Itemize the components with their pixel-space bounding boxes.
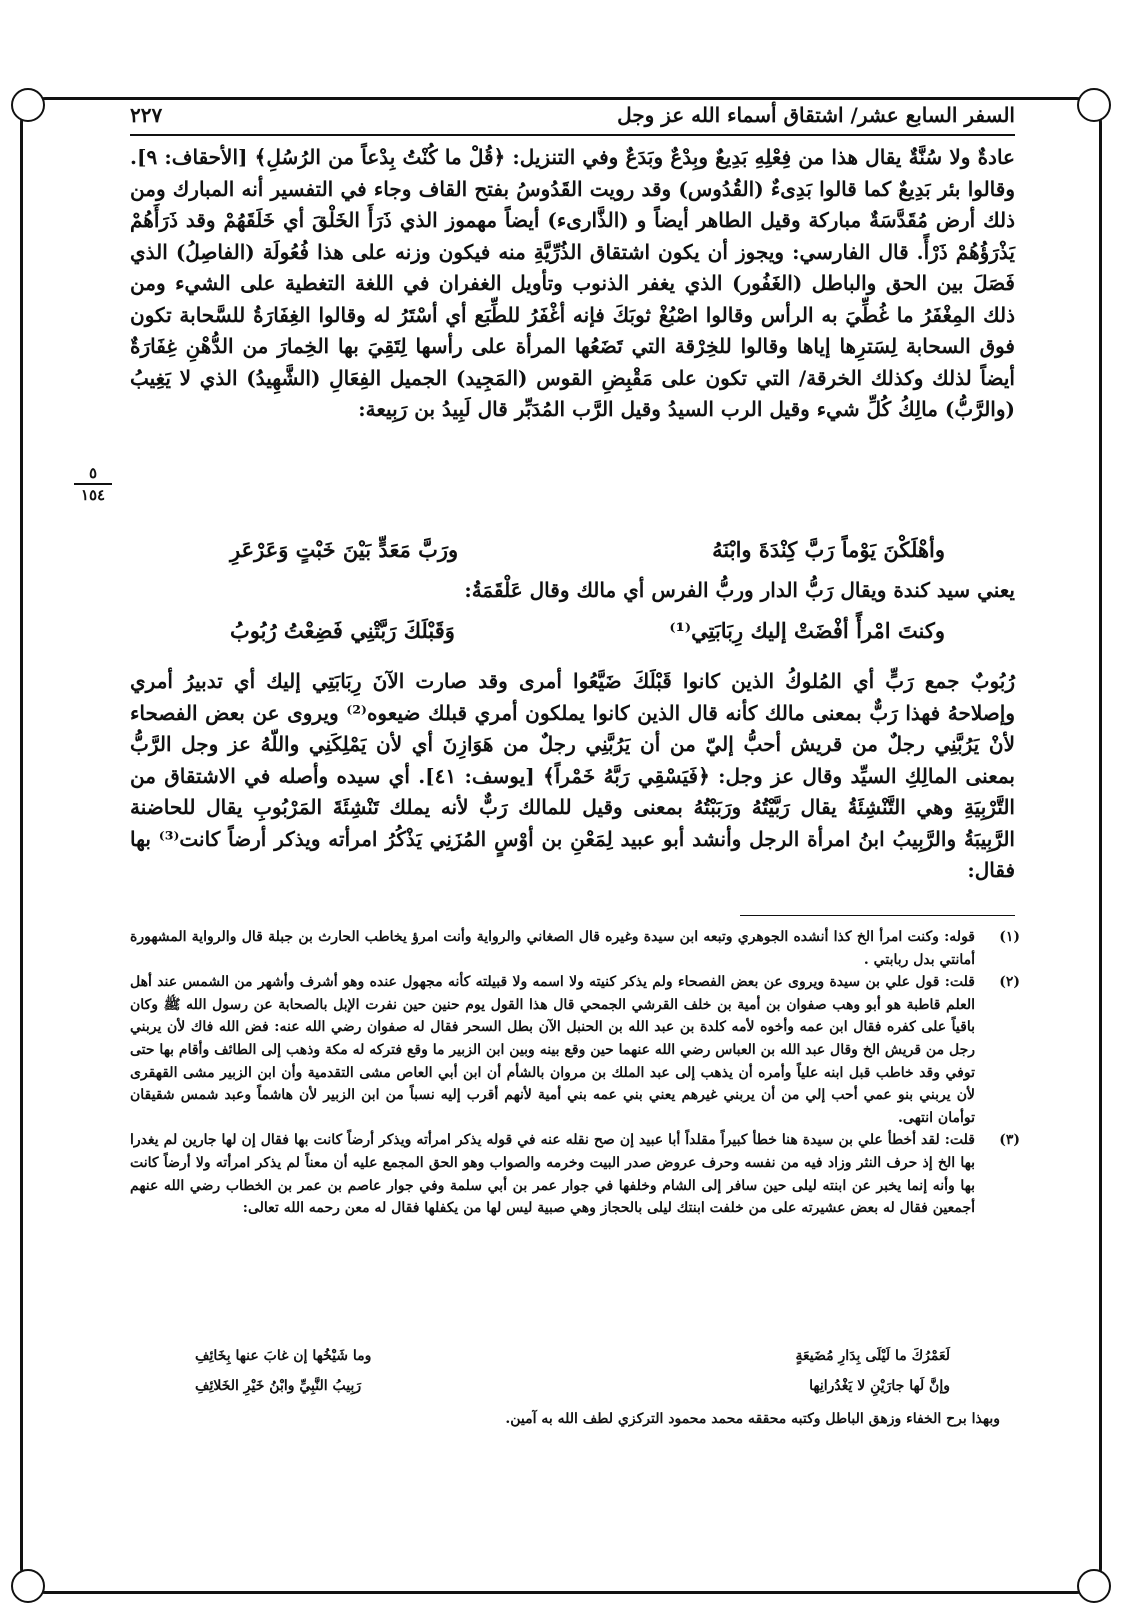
verse-first-hemistich: وإنَّ لَها جارَيْنِ لا يَغْدُرانِها bbox=[809, 1378, 950, 1394]
mid-paragraph: يعني سيد كندة ويقال رَبُّ الدار وربُّ الفرس أي مالك وقال عَلْقَمَةُ: bbox=[464, 578, 1015, 602]
header-divider bbox=[130, 134, 1015, 136]
poetry-verse bbox=[130, 537, 1015, 571]
marginal-divider bbox=[74, 483, 112, 485]
footnote bbox=[130, 1129, 1020, 1219]
footnotes bbox=[130, 926, 1020, 1220]
verse-first-hemistich: وأهْلَكْنَ يَوْماً رَبَّ كِنْدَةَ وابْنَهُ bbox=[712, 537, 945, 562]
verse-second-hemistich: ورَبَّ مَعَدٍّ بَيْنَ خَبْتٍ وَعَرْعَرِ bbox=[230, 537, 459, 562]
mid-text-block bbox=[130, 575, 1015, 607]
main-text-block bbox=[130, 142, 1015, 426]
main-paragraph: عادةٌ ولا سُنَّةٌ يقال هذا من فِعْلِهِ بَدِيعٌ وبِدْعٌ وبَدَعٌ وفي التنزيل: ﴿قُلْ ما كُنْتُ بِدْعاً من الرُسُلِ﴾ [الأحقاف: ٩]. وقالوا بئر بَدِيعٌ كما قالوا بَدِىءٌ (القُدُوس) وقد رويت القَدُوسُ بفتح القاف وجاء في التفسير أنه المبارك ومن ذلك أرض مُقَدَّسَةٌ مباركة وقيل الطاهر أيضاً و (الذَّارىء) أيضاً مهموز الذي ذَرَأَ الخَلْقَ أي خَلَقَهُمْ وقد ذَرَأَهُمْ يَذْرَؤُهُمْ ذَرْأً. قال الفارسي: ويجوز أن يكون اشتقاق الذُرِّيَّةِ منه فيكون وزنه على هذا فُعُولَة (الفاصِلُ) الذي فَصَلَ بين الحق والباطل (الغَفُور) الذي يغفر الذنوب وتأويل الغفران في اللغة التغطية على الشيء ومن ذلك المِغْفَرُ ما غُطِّيَ به الرأس وقالوا اصْبُغْ ثوبَكَ فإنه أغْفَرُ للطِّبَع أي أسْتَرُ له وقالوا الغِفَارَةُ للسَّحابة تكون فوق السحابة لِسَترِها إياها وقالوا للخِرْقة التي تَضَعُها المرأة على رأسها لِتَقِيَ بها الخِمارَ من الدُّهْنِ غِفَارَةٌ أيضاً لذلك وكذلك الخرقة/ التي تكون على مَقْبِضِ القوس (المَجِيد) الجميل الفِعَالِ (الشَّهِيدُ) الذي لا يَغِيبُ (والرَّبُّ) مالِكُ كُلِّ شيء وقيل الرب السيدُ وقيل الرَّب المُدَبِّر قال لَبِيدُ بن رَبِيعة: bbox=[130, 145, 1015, 421]
poetry-verse bbox=[130, 618, 1015, 652]
verse-first-hemistich: وكنتَ امْرأً أفْضَتْ إليك رِبَابَتِي⁽¹⁾ bbox=[669, 618, 945, 643]
footnote-number: (٣) bbox=[999, 1132, 1020, 1149]
marginal-page-reference bbox=[68, 464, 118, 504]
footnote-separator bbox=[740, 915, 1015, 916]
frame-corner-ornament bbox=[1077, 1569, 1111, 1603]
second-paragraph: رُبُوبٌ جمع رَبٍّ أي المُلوكُ الذين كانوا قَبْلَكَ ضَيَّعُوا أمرى وقد صارت الآنَ رِبَابَتِي إليك أي تدبيرُ أمري وإصلاحهُ فهذا رَبٌّ بمعنى مالك كأنه قال الذين كانوا يملكون أمري قبلك ضيعوه⁽²⁾ ويروى عن بعض الفصحاء لأنْ يَرُبَّنِي رجلٌ من قريش أحبُّ إليّ من أن يَرُبَّنِي رجلٌ من هَوَازِنَ أي لأن يَمْلِكَنِي واللّهُ عز وجل الرَّبُّ بمعنى المالِكِ السيِّد وقال عز وجل: ﴿فَيَسْقِي رَبَّهُ خَمْراً﴾ [يوسف: ٤١]. أي سيده وأصله في الاشتقاق من التَّرْبِيَةِ وهي التَّنْشِئَةُ يقال رَبَّيْتُهُ ورَبَبْتُهُ بمعنى وقيل للمالك رَبٌّ لأنه يملك تَنْشِئَةَ المَرْبُوبِ يقال للحاضنة الرَّبِيبَةُ والرَّبِيبُ ابنُ امرأة الرجل وأنشد أبو عبيد لِمَعْنِ بن أوْسٍ المُزَنِي يَذْكُرُ امرأته ويذكر أرضاً كانت⁽³⁾ بها فقال: bbox=[130, 669, 1015, 882]
running-header bbox=[130, 103, 1015, 133]
marginal-volume: ٥ bbox=[88, 464, 98, 482]
footnote-verse bbox=[175, 1378, 975, 1400]
frame-corner-ornament bbox=[11, 1569, 45, 1603]
closing-note: وبهذا برح الخفاء وزهق الباطل وكتبه محققه محمد محمود التركزي لطف الله به آمين. bbox=[505, 1411, 1000, 1427]
footnote-verse bbox=[175, 1348, 975, 1370]
frame-corner-ornament bbox=[1077, 88, 1111, 122]
verse-first-hemistich: لَعَمْرُكَ ما لَيْلَى بِدَارِ مُضَيعَةٍ bbox=[795, 1348, 950, 1364]
footnote-number: (١) bbox=[999, 929, 1020, 945]
header-title: السفر السابع عشر/ اشتقاق أسماء الله عز وجل bbox=[617, 103, 1015, 127]
footnote bbox=[130, 971, 1020, 1129]
footnote-text: قلت: لقد أخطأ علي بن سيدة هنا خطأ كبيراً مقلداً أبا عبيد إن صح نقله عنه في قوله يذكر امرأته ويذكر أرضاً كانت بها فقال إن لها جارين لم يغدرا بها الخ إذ حرف النثر وزاد فيه من نفسه وحرف عروض صدر البيت وخرمه والصواب وهو الحق المجمع عليه أن معناً لم يذكر امرأته ولا أرضاً كانت بها وأنه إنما يخبر عن ابنته ليلى حين سافر إلى الشام وخلفها في جوار عمر بن أبي سلمة وفي جوار عاصم بن عمر بن الخطاب رضي الله عنهم أجمعين فقال له بعض عشيرته على من خلفت ابنتك ليلى بالحجاز وهي صبية ليس لها من يكفلها فقال له معن رحمه الله تعالى: bbox=[130, 1132, 975, 1217]
footnote-text: قوله: وكنت امرأ الخ كذا أنشده الجوهري وتبعه ابن سيدة وغيره قال الصغاني والرواية وأنت امرؤ يخاطب الحارث بن جبلة قال والرواية المشهورة أمانتي بدل ربابتي . bbox=[130, 929, 975, 968]
footnote bbox=[130, 926, 1020, 971]
footnote-text: قلت: قول علي بن سيدة ويروى عن بعض الفصحاء ولم يذكر كنيته ولا اسمه ولا قبيلته كأنه مجهول عنده وهو أشرف وأشهر من الشمس عند أهل العلم قاطبة هو أبو وهب صفوان بن أمية بن خلف القرشي الجمحي قال هذا القول يوم حنين حين نفرت الإبل بالصحابة عن رسول الله ﷺ وكان باقياً على كفره فقال ابن عمه وأخوه لأمه كلدة بن عبد الله بن الحنبل الآن بطل السحر فقال له صفوان رضي الله عنه: فض الله فاك لأن يربني رجل من قريش الخ وقال عبد الله بن العباس رضي الله عنهما حين وقع بينه وبين ابن الزبير ما وقع فتركه له مكة وذهب إلى الطائف وأقام بها حتى توفي وقد خاطب قبل ابنه علياً وأمره أن يذهب إلى عبد الملك بن مروان بالشأم أن ابن أبي العاص مشى التقدمية وأن ابن الزبير مشى القهقرى لأن يربني بنو عمي أحب إلي من أن يربني غيرهم يعني بني عمه بني أمية لأنهم أقرب إليه نسباً من ابن الزبير لأن هاشماً وعبد شمس شقيقان توأمان انتهى. bbox=[130, 974, 975, 1126]
verse-second-hemistich: وَقَبْلَكَ رَبَّتْنِي فَضِعْتُ رُبُوبُ bbox=[230, 618, 455, 643]
footnote-number: (٢) bbox=[999, 974, 1020, 991]
second-text-block bbox=[130, 666, 1015, 887]
frame-corner-ornament bbox=[11, 88, 45, 122]
page-number: ٢٢٧ bbox=[130, 103, 163, 127]
verse-second-hemistich: وما شَيْخُها إن غابَ عنها بِخَائِفِ bbox=[195, 1348, 372, 1364]
verse-second-hemistich: رَبِيبُ النَّبِيِّ وابْنُ خَيْرِ الخَلائِفِ bbox=[195, 1378, 362, 1394]
marginal-page: ١٥٤ bbox=[80, 486, 106, 504]
